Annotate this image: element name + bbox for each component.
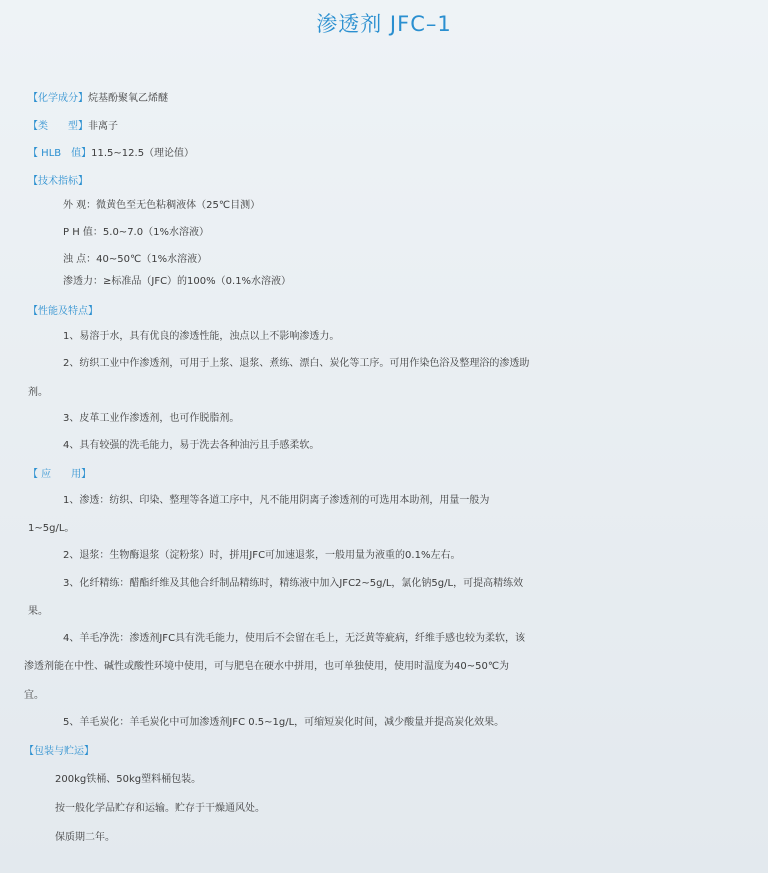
packaging-line: 按一般化学品贮存和运输。贮存于干燥通风处。 bbox=[55, 803, 265, 814]
usage-line: 渗透剂能在中性、碱性或酸性环境中使用，可与肥皂在硬水中拼用，也可单独使用，使用时温度为40~50℃为 bbox=[24, 661, 510, 672]
type-label: 【类 型】 bbox=[28, 121, 88, 132]
tech-item: 外 观：微黄色至无色粘稠液体（25℃目测） bbox=[63, 200, 261, 211]
chemical-value: 烷基酚聚氧乙烯醚 bbox=[88, 93, 168, 104]
packaging-line: 200kg铁桶、50kg塑料桶包装。 bbox=[55, 774, 202, 785]
usage-line: 5、羊毛炭化：羊毛炭化中可加渗透剂JFC 0.5~1g/L，可缩短炭化时间，减少酸量并提高炭化效果。 bbox=[63, 717, 505, 728]
usage-line: 3、化纤精练：醋酯纤维及其他合纤制品精练时，精练液中加入JFC2~5g/L，氯化钠5g/L，可提高精练效 bbox=[63, 578, 524, 589]
tech-heading: 【技术指标】 bbox=[28, 176, 88, 187]
hlb-row bbox=[28, 144, 768, 164]
packaging-heading: 【包装与贮运】 bbox=[24, 746, 94, 757]
type-row bbox=[28, 117, 768, 137]
usage-line: 1、渗透：纺织、印染、整理等各道工序中，凡不能用阴离子渗透剂的可选用本助剂，用量一般为 bbox=[63, 495, 490, 506]
tech-item: P H 值：5.0~7.0（1%水溶液） bbox=[63, 227, 209, 238]
usage-line: 2、退浆：生物酶退浆（淀粉浆）时，拼用JFC可加速退浆，一般用量为液重的0.1%左右。 bbox=[63, 550, 461, 561]
hlb-value: 11.5~12.5（理论值） bbox=[91, 148, 195, 159]
chemical-row bbox=[28, 89, 768, 109]
tech-item: 渗透力：≥标准品（JFC）的100%（0.1%水溶液） bbox=[63, 276, 292, 287]
usage-line: 果。 bbox=[28, 606, 48, 617]
usage-line: 4、羊毛净洗：渗透剂JFC具有洗毛能力，使用后不会留在毛上，无泛黄等疵病，纤维手感也较为柔软，该 bbox=[63, 633, 526, 644]
hlb-label: 【 HLB 值】 bbox=[28, 148, 92, 159]
features-line: 4、具有较强的洗毛能力，易于洗去各种油污且手感柔软。 bbox=[63, 440, 320, 451]
features-line: 3、皮革工业作渗透剂，也可作脱脂剂。 bbox=[63, 413, 240, 424]
page-title: 渗透剂 JFC–1 bbox=[316, 12, 452, 36]
features-line: 2、纺织工业中作渗透剂，可用于上浆、退浆、煮练、漂白、炭化等工序。可用作染色浴及整理浴的渗透助 bbox=[63, 358, 530, 369]
features-line: 剂。 bbox=[28, 387, 48, 398]
tech-item: 浊 点：40~50℃（1%水溶液） bbox=[63, 254, 208, 265]
features-line: 1、易溶于水，具有优良的渗透性能，浊点以上不影响渗透力。 bbox=[63, 331, 340, 342]
type-value: 非离子 bbox=[88, 121, 118, 132]
chemical-label: 【化学成分】 bbox=[28, 93, 88, 104]
usage-heading: 【 应 用】 bbox=[28, 469, 92, 480]
usage-line: 宜。 bbox=[24, 690, 44, 701]
packaging-line: 保质期二年。 bbox=[55, 832, 115, 843]
usage-line: 1~5g/L。 bbox=[28, 523, 75, 534]
features-heading: 【性能及特点】 bbox=[28, 306, 98, 317]
